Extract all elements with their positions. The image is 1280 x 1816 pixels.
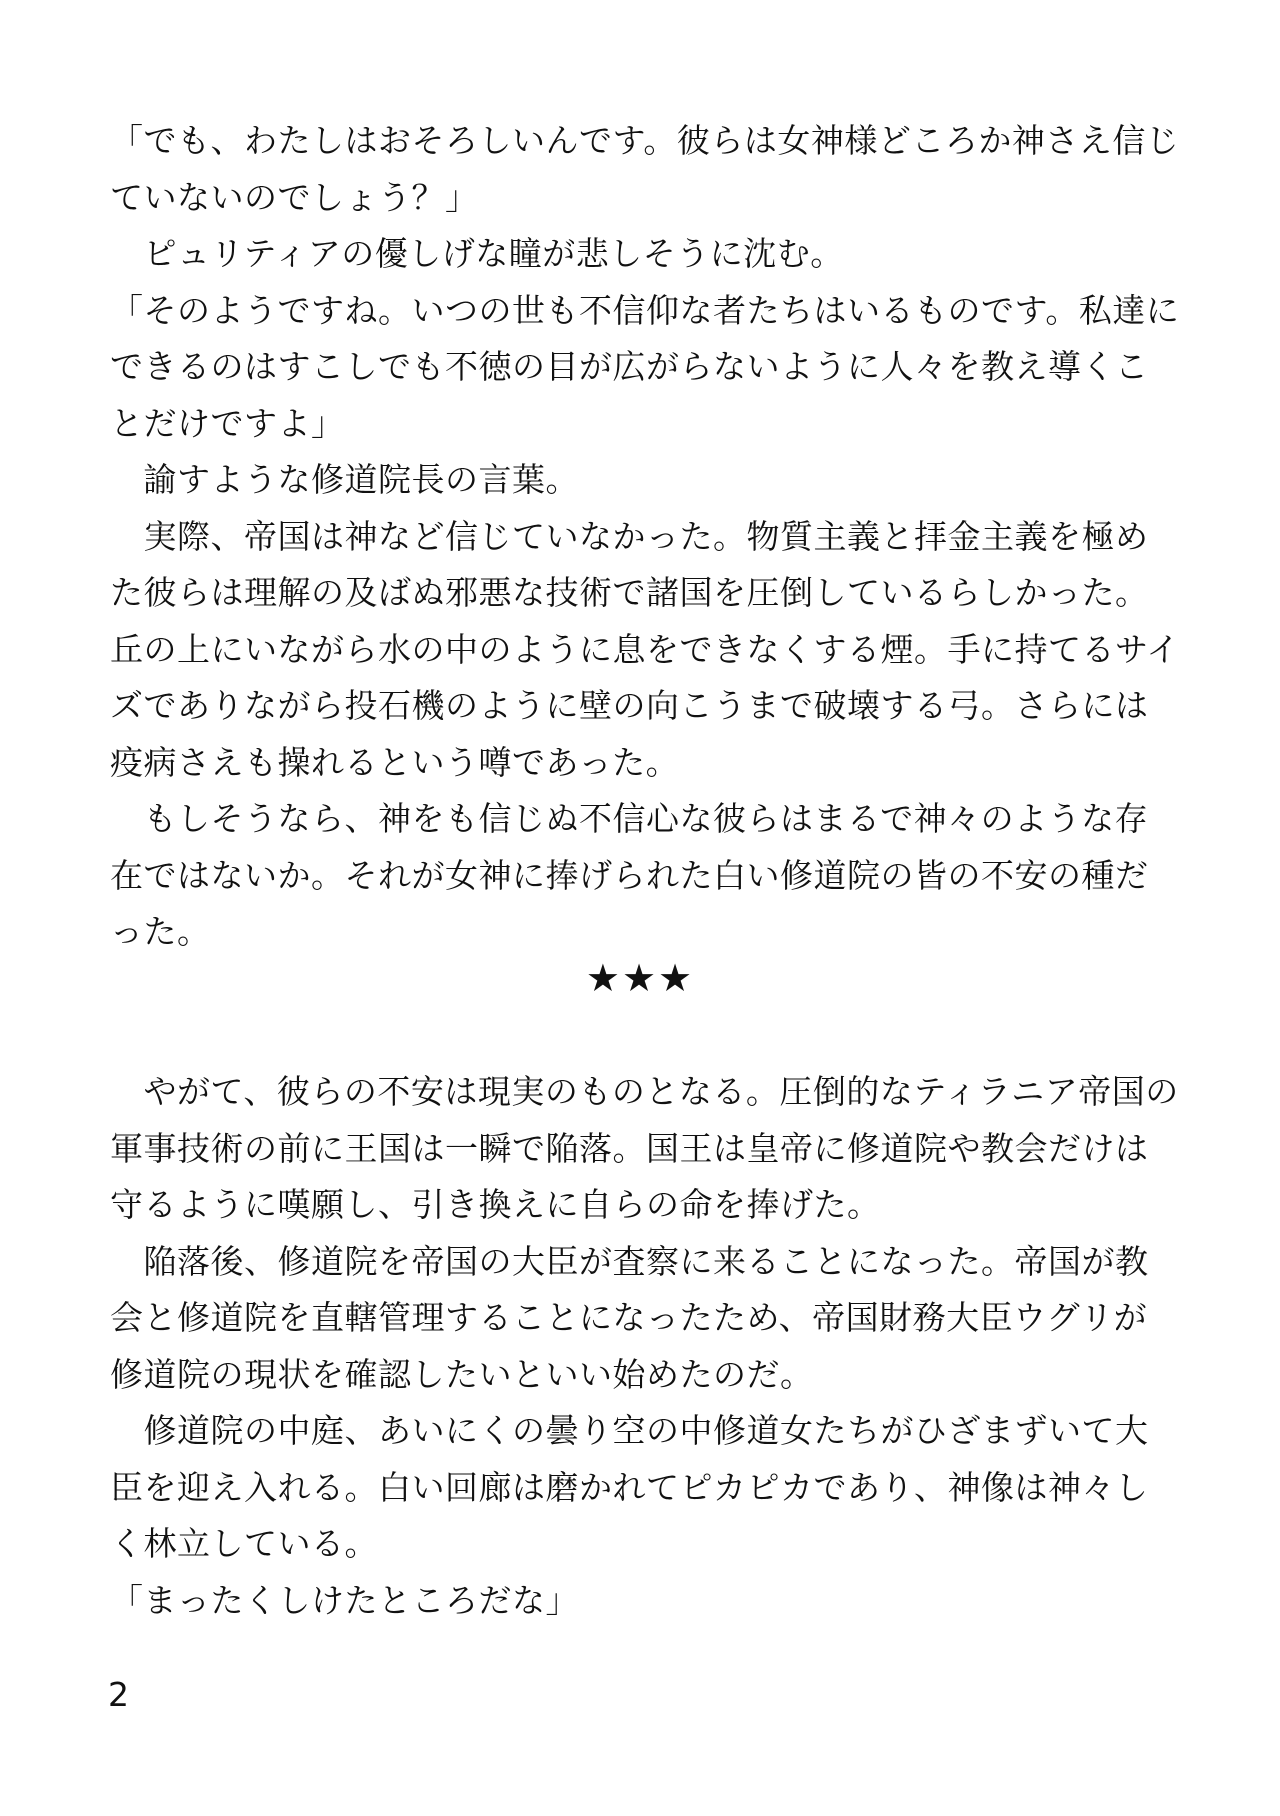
paragraph: 修道院の中庭、あいにくの曇り空の中修道女たちがひざまずいて大臣を迎え入れる。白い回廊は磨かれてピカピカであり、神像は神々しく林立している。 (110, 1411, 1149, 1563)
paragraph: 「そのようですね。いつの世も不信仰な者たちはいるものです。私達にできるのはすこしでも不徳の目が広がらないように人々を教え導くことだけですよ」 (110, 290, 1180, 443)
scene-break: ★★★ (585, 956, 695, 1000)
paragraph: ピュリティアの優しげな瞳が悲しそうに沈む。 (110, 234, 844, 273)
paragraph: 「まったくしけたところだな」 (110, 1580, 579, 1620)
paragraph: もしそうなら、神をも信じぬ不信心な彼らはまるで神々のような存在ではないか。それが女神に捧げられた白い修道院の皆の不安の種だった。 (110, 799, 1149, 951)
paragraph: 実際、帝国は神など信じていなかった。物質主義と拝金主義を極めた彼らは理解の及ばぬ邪悪な技術で諸国を圧倒しているらしかった。丘の上にいながら水の中のように息をできなくする煙。手に持てるサイズでありながら投石機のように壁の向こうまで破壊する弓。さらには疫病さえも操れるという噂であった。 (110, 516, 1180, 782)
text-block-after-break (110, 1064, 1180, 1629)
paragraph: 陥落後、修道院を帝国の大臣が査察に来ることになった。帝国が教会と修道院を直轄管理することになったため、帝国財務大臣ウグリが修道院の現状を確認したいといい始めたのだ。 (110, 1241, 1149, 1394)
page-number: 2 (108, 1675, 129, 1714)
paragraph: 諭すような修道院長の言葉。 (110, 460, 579, 499)
text-block-before-break (110, 113, 1180, 961)
paragraph: やがて、彼らの不安は現実のものとなる。圧倒的なティラニア帝国の軍事技術の前に王国は一瞬で陥落。国王は皇帝に修道院や教会だけは守るように嘆願し、引き換えに自らの命を捧げた。 (110, 1072, 1179, 1224)
paragraph: 「でも、わたしはおそろしいんです。彼らは女神様どころか神さえ信じていないのでしょう？」 (110, 121, 1180, 217)
